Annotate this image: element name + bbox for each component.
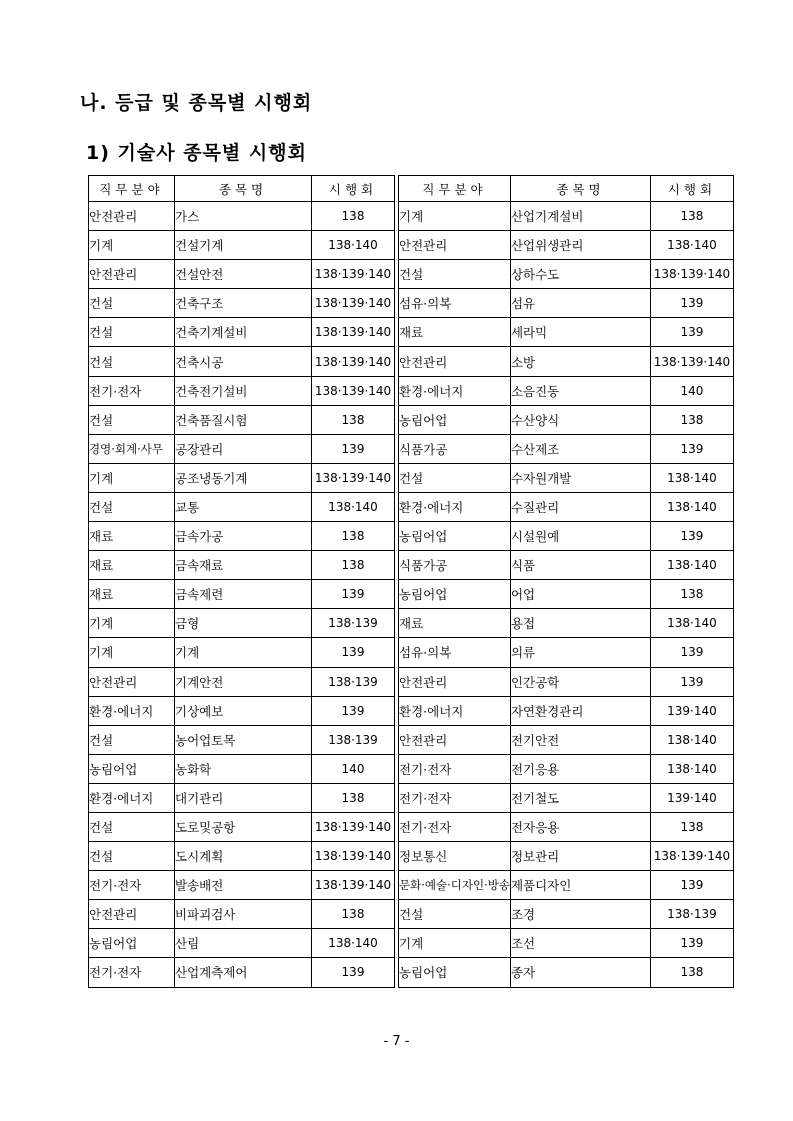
field-cell: 전기·전자 xyxy=(399,783,511,812)
table-row xyxy=(399,434,734,463)
round-cell: 138 xyxy=(650,958,733,987)
round-cell: 139 xyxy=(650,667,733,696)
table-row xyxy=(399,696,734,725)
field-cell: 농림어업 xyxy=(89,754,175,783)
field-cell: 환경·에너지 xyxy=(399,376,511,405)
item-cell: 산업계측제어 xyxy=(175,958,312,987)
table-row xyxy=(89,958,395,987)
item-cell: 금속가공 xyxy=(175,522,312,551)
field-cell: 건설 xyxy=(89,725,175,754)
table-row xyxy=(399,405,734,434)
round-cell: 138·140 xyxy=(650,609,733,638)
table-row xyxy=(89,725,395,754)
round-cell: 138·139·140 xyxy=(650,842,733,871)
field-cell: 기계 xyxy=(89,638,175,667)
item-cell: 의류 xyxy=(510,638,650,667)
page-number: - 7 - xyxy=(383,1034,410,1049)
round-cell: 139 xyxy=(650,434,733,463)
round-cell: 139 xyxy=(312,958,395,987)
item-cell: 조경 xyxy=(510,900,650,929)
field-cell: 안전관리 xyxy=(89,202,175,231)
item-cell: 자연환경관리 xyxy=(510,696,650,725)
round-cell: 138·139·140 xyxy=(312,376,395,405)
item-cell: 전기철도 xyxy=(510,783,650,812)
item-cell: 시설원예 xyxy=(510,522,650,551)
round-cell: 138 xyxy=(312,900,395,929)
field-cell: 건설 xyxy=(89,405,175,434)
round-cell: 138·139·140 xyxy=(312,842,395,871)
table-row xyxy=(399,522,734,551)
field-cell: 환경·에너지 xyxy=(399,696,511,725)
table-header-row xyxy=(89,176,395,202)
item-cell: 전기안전 xyxy=(510,725,650,754)
table-row xyxy=(399,842,734,871)
table-row xyxy=(89,812,395,841)
field-cell: 재료 xyxy=(89,551,175,580)
round-cell: 139 xyxy=(650,929,733,958)
round-cell: 138·139·140 xyxy=(312,347,395,376)
field-cell: 기계 xyxy=(89,231,175,260)
round-cell: 138 xyxy=(312,783,395,812)
field-cell: 식품가공 xyxy=(399,551,511,580)
field-cell: 건설 xyxy=(89,492,175,521)
round-cell: 138 xyxy=(312,522,395,551)
round-cell: 138·140 xyxy=(650,725,733,754)
item-cell: 공장관리 xyxy=(175,434,312,463)
round-cell: 139·140 xyxy=(650,783,733,812)
table-row xyxy=(89,202,395,231)
table-row xyxy=(399,609,734,638)
table-row xyxy=(89,289,395,318)
field-cell: 안전관리 xyxy=(89,260,175,289)
field-cell: 건설 xyxy=(399,900,511,929)
item-cell: 종자 xyxy=(510,958,650,987)
round-cell: 138·139·140 xyxy=(650,260,733,289)
item-cell: 건축전기설비 xyxy=(175,376,312,405)
round-cell: 138·140 xyxy=(650,231,733,260)
round-cell: 138·139·140 xyxy=(312,871,395,900)
table-row xyxy=(399,958,734,987)
round-cell: 139 xyxy=(312,638,395,667)
field-cell: 건설 xyxy=(89,289,175,318)
header-round: 시행회 xyxy=(312,176,395,202)
round-cell: 138 xyxy=(312,202,395,231)
item-cell: 제품디자인 xyxy=(510,871,650,900)
table-row xyxy=(89,754,395,783)
table-row xyxy=(89,318,395,347)
table-row xyxy=(399,638,734,667)
item-cell: 전자응용 xyxy=(510,812,650,841)
field-cell: 안전관리 xyxy=(399,667,511,696)
round-cell: 138·139·140 xyxy=(312,260,395,289)
item-cell: 대기관리 xyxy=(175,783,312,812)
table-row xyxy=(399,754,734,783)
table-row xyxy=(399,783,734,812)
round-cell: 138 xyxy=(650,405,733,434)
field-cell: 기계 xyxy=(89,463,175,492)
round-cell: 138·140 xyxy=(312,492,395,521)
header-round: 시행회 xyxy=(650,176,733,202)
table-row xyxy=(399,318,734,347)
round-cell: 138·139 xyxy=(312,667,395,696)
round-cell: 138·139·140 xyxy=(312,318,395,347)
field-cell: 안전관리 xyxy=(89,900,175,929)
field-cell: 섬유·의복 xyxy=(399,638,511,667)
round-cell: 139 xyxy=(312,580,395,609)
field-cell: 건설 xyxy=(89,842,175,871)
round-cell: 139 xyxy=(650,318,733,347)
table-row xyxy=(89,231,395,260)
field-cell: 환경·에너지 xyxy=(89,696,175,725)
item-cell: 소방 xyxy=(510,347,650,376)
table-row xyxy=(89,376,395,405)
item-cell: 건축품질시험 xyxy=(175,405,312,434)
header-field: 직무분야 xyxy=(89,176,175,202)
field-cell: 환경·에너지 xyxy=(89,783,175,812)
round-cell: 138 xyxy=(312,551,395,580)
header-item: 종목명 xyxy=(510,176,650,202)
field-cell: 전기·전자 xyxy=(89,958,175,987)
field-cell: 건설 xyxy=(89,318,175,347)
item-cell: 건축구조 xyxy=(175,289,312,318)
field-cell: 전기·전자 xyxy=(89,376,175,405)
table-row xyxy=(89,667,395,696)
field-cell: 섬유·의복 xyxy=(399,289,511,318)
table-row xyxy=(89,783,395,812)
table-row xyxy=(89,842,395,871)
header-field: 직무분야 xyxy=(399,176,511,202)
round-cell: 139 xyxy=(650,522,733,551)
field-cell: 안전관리 xyxy=(399,231,511,260)
round-cell: 138 xyxy=(650,812,733,841)
round-cell: 138·140 xyxy=(650,492,733,521)
item-cell: 산업위생관리 xyxy=(510,231,650,260)
item-cell: 기계안전 xyxy=(175,667,312,696)
table-row xyxy=(399,492,734,521)
round-cell: 138·139·140 xyxy=(650,347,733,376)
round-cell: 138·140 xyxy=(312,929,395,958)
item-cell: 식품 xyxy=(510,551,650,580)
table-row xyxy=(89,609,395,638)
table-row xyxy=(399,812,734,841)
item-cell: 건축시공 xyxy=(175,347,312,376)
item-cell: 어업 xyxy=(510,580,650,609)
item-cell: 발송배전 xyxy=(175,871,312,900)
field-cell: 재료 xyxy=(89,580,175,609)
round-cell: 139 xyxy=(312,434,395,463)
table-row xyxy=(89,696,395,725)
field-cell: 재료 xyxy=(89,522,175,551)
field-cell: 안전관리 xyxy=(399,725,511,754)
item-cell: 기상예보 xyxy=(175,696,312,725)
table-header-row xyxy=(399,176,734,202)
table-row xyxy=(399,463,734,492)
round-cell: 138·140 xyxy=(312,231,395,260)
table-row xyxy=(399,289,734,318)
round-cell: 138·140 xyxy=(650,463,733,492)
table-row xyxy=(399,347,734,376)
field-cell: 전기·전자 xyxy=(399,812,511,841)
item-cell: 산림 xyxy=(175,929,312,958)
table-row xyxy=(89,638,395,667)
table-row xyxy=(399,260,734,289)
field-cell: 농림어업 xyxy=(399,580,511,609)
item-cell: 수산양식 xyxy=(510,405,650,434)
table-row xyxy=(89,871,395,900)
field-cell: 안전관리 xyxy=(399,347,511,376)
round-cell: 139·140 xyxy=(650,696,733,725)
table-row xyxy=(399,725,734,754)
round-cell: 138·139 xyxy=(650,900,733,929)
round-cell: 138·140 xyxy=(650,551,733,580)
item-cell: 소음진동 xyxy=(510,376,650,405)
item-cell: 용접 xyxy=(510,609,650,638)
table-row xyxy=(89,900,395,929)
subsection-heading: 1) 기술사 종목별 시행회 xyxy=(86,142,307,164)
round-cell: 139 xyxy=(650,638,733,667)
item-cell: 금속제련 xyxy=(175,580,312,609)
table-row xyxy=(89,522,395,551)
table-row xyxy=(89,551,395,580)
field-cell: 농림어업 xyxy=(399,958,511,987)
table-row xyxy=(399,929,734,958)
table-row xyxy=(89,405,395,434)
item-cell: 수산제조 xyxy=(510,434,650,463)
item-cell: 금형 xyxy=(175,609,312,638)
item-cell: 건설안전 xyxy=(175,260,312,289)
table-row xyxy=(399,231,734,260)
field-cell: 건설 xyxy=(399,463,511,492)
table-row xyxy=(89,492,395,521)
item-cell: 인간공학 xyxy=(510,667,650,696)
round-cell: 138 xyxy=(650,202,733,231)
item-cell: 조선 xyxy=(510,929,650,958)
field-cell: 기계 xyxy=(399,929,511,958)
field-cell: 농림어업 xyxy=(399,522,511,551)
left-table xyxy=(88,175,395,988)
field-cell: 건설 xyxy=(89,812,175,841)
table-row xyxy=(89,929,395,958)
item-cell: 농어업토목 xyxy=(175,725,312,754)
round-cell: 138·139·140 xyxy=(312,289,395,318)
field-cell: 문화·예술·디자인·방송 xyxy=(399,871,511,900)
field-cell: 재료 xyxy=(399,609,511,638)
header-item: 종목명 xyxy=(175,176,312,202)
round-cell: 139 xyxy=(650,871,733,900)
item-cell: 도로및공항 xyxy=(175,812,312,841)
section-heading: 나. 등급 및 종목별 시행회 xyxy=(80,92,313,114)
field-cell: 정보통신 xyxy=(399,842,511,871)
round-cell: 139 xyxy=(650,289,733,318)
field-cell: 환경·에너지 xyxy=(399,492,511,521)
table-row xyxy=(399,376,734,405)
item-cell: 기계 xyxy=(175,638,312,667)
item-cell: 농화학 xyxy=(175,754,312,783)
round-cell: 138·139·140 xyxy=(312,812,395,841)
round-cell: 138·139 xyxy=(312,725,395,754)
field-cell: 기계 xyxy=(399,202,511,231)
table-row xyxy=(399,551,734,580)
round-cell: 140 xyxy=(312,754,395,783)
item-cell: 수자원개발 xyxy=(510,463,650,492)
table-row xyxy=(399,871,734,900)
item-cell: 도시계획 xyxy=(175,842,312,871)
round-cell: 138·139·140 xyxy=(312,463,395,492)
item-cell: 금속재료 xyxy=(175,551,312,580)
field-cell: 경영·회계·사무 xyxy=(89,434,175,463)
item-cell: 상하수도 xyxy=(510,260,650,289)
table-row xyxy=(399,580,734,609)
round-cell: 138·139 xyxy=(312,609,395,638)
item-cell: 정보관리 xyxy=(510,842,650,871)
field-cell: 건설 xyxy=(89,347,175,376)
table-row xyxy=(89,463,395,492)
field-cell: 농림어업 xyxy=(89,929,175,958)
item-cell: 수질관리 xyxy=(510,492,650,521)
round-cell: 138·140 xyxy=(650,754,733,783)
item-cell: 공조냉동기계 xyxy=(175,463,312,492)
table-row xyxy=(89,434,395,463)
round-cell: 140 xyxy=(650,376,733,405)
item-cell: 비파괴검사 xyxy=(175,900,312,929)
field-cell: 식품가공 xyxy=(399,434,511,463)
table-row xyxy=(399,202,734,231)
item-cell: 세라믹 xyxy=(510,318,650,347)
round-cell: 138 xyxy=(312,405,395,434)
right-table xyxy=(398,175,734,988)
field-cell: 안전관리 xyxy=(89,667,175,696)
round-cell: 138 xyxy=(650,580,733,609)
field-cell: 재료 xyxy=(399,318,511,347)
field-cell: 전기·전자 xyxy=(399,754,511,783)
field-cell: 농림어업 xyxy=(399,405,511,434)
item-cell: 전기응용 xyxy=(510,754,650,783)
table-row xyxy=(89,260,395,289)
table-row xyxy=(89,347,395,376)
item-cell: 건축기계설비 xyxy=(175,318,312,347)
item-cell: 산업기계설비 xyxy=(510,202,650,231)
table-row xyxy=(89,580,395,609)
round-cell: 139 xyxy=(312,696,395,725)
item-cell: 교통 xyxy=(175,492,312,521)
field-cell: 기계 xyxy=(89,609,175,638)
field-cell: 전기·전자 xyxy=(89,871,175,900)
table-row xyxy=(399,900,734,929)
table-row xyxy=(399,667,734,696)
item-cell: 건설기계 xyxy=(175,231,312,260)
item-cell: 섬유 xyxy=(510,289,650,318)
item-cell: 가스 xyxy=(175,202,312,231)
field-cell: 건설 xyxy=(399,260,511,289)
